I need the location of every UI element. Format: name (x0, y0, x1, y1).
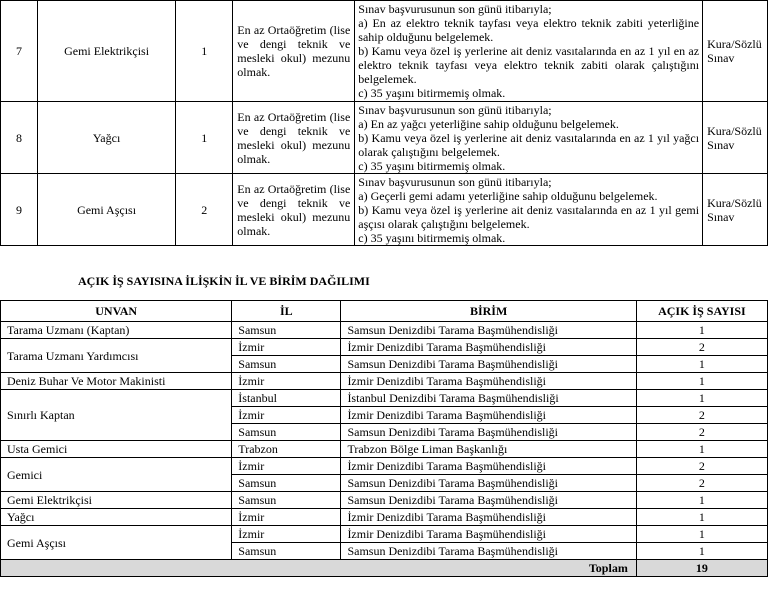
special-conditions (355, 174, 703, 246)
dist-birim: Samsun Denizdibi Tarama Başmühendisliği (341, 492, 636, 509)
distribution-body (1, 322, 768, 560)
dist-acik-is-sayisi: 1 (636, 441, 767, 458)
distribution-row (1, 339, 768, 356)
dist-il: Samsun (232, 322, 341, 339)
position-number: 7 (1, 1, 38, 102)
distribution-row (1, 441, 768, 458)
condition-line: c) 35 yaşını bitirmemiş olmak. (358, 86, 506, 100)
dist-unvan: Gemici (1, 458, 232, 492)
dist-birim: Samsun Denizdibi Tarama Başmühendisliği (341, 543, 636, 560)
condition-line: a) En az yağcı yeterliğine sahip olduğunu belgelemek. (358, 116, 619, 131)
position-count: 1 (176, 102, 233, 174)
dist-il: İzmir (232, 458, 341, 475)
dist-il: Samsun (232, 475, 341, 492)
dist-unvan: Tarama Uzmanı Yardımcısı (1, 339, 232, 373)
header-unvan: UNVAN (1, 301, 232, 322)
requirements-body (1, 1, 768, 246)
dist-unvan: Yağcı (1, 509, 232, 526)
position-number: 8 (1, 102, 38, 174)
condition-line: a) Geçerli gemi adamı yeterliğine sahip olduğunu belgelemek. (358, 188, 658, 203)
distribution-row (1, 492, 768, 509)
distribution-row (1, 509, 768, 526)
dist-acik-is-sayisi: 2 (636, 475, 767, 492)
distribution-row (1, 373, 768, 390)
condition-line: Sınav başvurusunun son günü itibarıyla; (358, 2, 552, 16)
dist-birim: İzmir Denizdibi Tarama Başmühendisliği (341, 339, 636, 356)
requirement-row (1, 1, 768, 102)
exam-type: Kura/Sözlü Sınav (703, 174, 768, 246)
section-title: AÇIK İŞ SAYISINA İLİŞKİN İL VE BİRİM DAĞILIMI (78, 274, 370, 288)
exam-type: Kura/Sözlü Sınav (703, 102, 768, 174)
total-row (1, 560, 768, 577)
dist-unvan: Tarama Uzmanı (Kaptan) (1, 322, 232, 339)
dist-il: Samsun (232, 356, 341, 373)
dist-acik-is-sayisi: 1 (636, 373, 767, 390)
dist-il: Samsun (232, 492, 341, 509)
dist-unvan: Sınırlı Kaptan (1, 390, 232, 441)
position-count: 1 (176, 1, 233, 102)
dist-birim: İzmir Denizdibi Tarama Başmühendisliği (341, 373, 636, 390)
special-conditions (355, 1, 703, 102)
dist-birim: Samsun Denizdibi Tarama Başmühendisliği (341, 356, 636, 373)
dist-acik-is-sayisi: 1 (636, 356, 767, 373)
header-il: İL (232, 301, 341, 322)
condition-line: b) Kamu veya özel iş yerlerine ait deniz vasıtalarında en az 1 yıl gemi aşçısı olarak çalıştığını belgelemek. (358, 202, 700, 231)
dist-birim: Trabzon Bölge Liman Başkanlığı (341, 441, 636, 458)
dist-acik-is-sayisi: 2 (636, 458, 767, 475)
dist-acik-is-sayisi: 2 (636, 424, 767, 441)
education-requirement: En az Ortaöğretim (lise ve dengi teknik ve mesleki okul) mezunu olmak. (233, 174, 355, 246)
header-birim: BİRİM (341, 301, 636, 322)
dist-acik-is-sayisi: 2 (636, 407, 767, 424)
condition-line: Sınav başvurusunun son günü itibarıyla; (358, 174, 552, 189)
position-title: Gemi Elektrikçisi (37, 1, 175, 102)
condition-line: Sınav başvurusunun son günü itibarıyla; (358, 102, 552, 117)
total-value: 19 (636, 560, 767, 577)
position-number: 9 (1, 174, 38, 246)
distribution-row (1, 390, 768, 407)
distribution-header-row (1, 301, 768, 322)
dist-il: İstanbul (232, 390, 341, 407)
dist-il: İzmir (232, 526, 341, 543)
dist-birim: İzmir Denizdibi Tarama Başmühendisliği (341, 526, 636, 543)
position-count: 2 (176, 174, 233, 246)
dist-il: İzmir (232, 509, 341, 526)
condition-line: c) 35 yaşını bitirmemiş olmak. (358, 230, 506, 245)
requirement-row (1, 102, 768, 174)
dist-unvan: Usta Gemici (1, 441, 232, 458)
dist-il: Samsun (232, 543, 341, 560)
position-title: Yağcı (37, 102, 175, 174)
condition-line: a) En az elektro teknik tayfası veya elektro teknik zabiti yeterliğine sahip olduğunu belgelemek. (358, 16, 700, 44)
dist-birim: İzmir Denizdibi Tarama Başmühendisliği (341, 458, 636, 475)
dist-il: Trabzon (232, 441, 341, 458)
dist-acik-is-sayisi: 1 (636, 509, 767, 526)
distribution-row (1, 322, 768, 339)
condition-line: c) 35 yaşını bitirmemiş olmak. (358, 158, 506, 173)
condition-line: b) Kamu veya özel iş yerlerine ait deniz vasıtalarında en az 1 yıl en az elektro teknik tayfası veya elektro teknik zabiti olarak çalıştığını belgelemek. (358, 44, 700, 86)
dist-acik-is-sayisi: 1 (636, 543, 767, 560)
total-label: Toplam (1, 560, 637, 577)
dist-birim: İzmir Denizdibi Tarama Başmühendisliği (341, 407, 636, 424)
dist-birim: Samsun Denizdibi Tarama Başmühendisliği (341, 424, 636, 441)
dist-il: Samsun (232, 424, 341, 441)
dist-il: İzmir (232, 373, 341, 390)
position-requirements-table (0, 0, 768, 246)
special-conditions (355, 102, 703, 174)
dist-unvan: Gemi Aşçısı (1, 526, 232, 560)
dist-acik-is-sayisi: 1 (636, 492, 767, 509)
dist-birim: Samsun Denizdibi Tarama Başmühendisliği (341, 475, 636, 492)
dist-acik-is-sayisi: 1 (636, 526, 767, 543)
dist-birim: İstanbul Denizdibi Tarama Başmühendisliği (341, 390, 636, 407)
dist-unvan: Gemi Elektrikçisi (1, 492, 232, 509)
dist-unvan: Deniz Buhar Ve Motor Makinisti (1, 373, 232, 390)
education-requirement: En az Ortaöğretim (lise ve dengi teknik ve mesleki okul) mezunu olmak. (233, 1, 355, 102)
condition-line: b) Kamu veya özel iş yerlerine ait deniz vasıtalarında en az 1 yıl yağcı olarak çalıştığını belgelemek. (358, 130, 700, 159)
position-title: Gemi Aşçısı (37, 174, 175, 246)
education-requirement: En az Ortaöğretim (lise ve dengi teknik ve mesleki okul) mezunu olmak. (233, 102, 355, 174)
dist-il: İzmir (232, 407, 341, 424)
exam-type: Kura/Sözlü Sınav (703, 1, 768, 102)
distribution-table (0, 300, 768, 577)
dist-acik-is-sayisi: 1 (636, 322, 767, 339)
dist-acik-is-sayisi: 1 (636, 390, 767, 407)
dist-acik-is-sayisi: 2 (636, 339, 767, 356)
requirement-row (1, 174, 768, 246)
distribution-row (1, 458, 768, 475)
distribution-row (1, 526, 768, 543)
dist-birim: İzmir Denizdibi Tarama Başmühendisliği (341, 509, 636, 526)
dist-il: İzmir (232, 339, 341, 356)
header-acik-is-sayisi: AÇIK İŞ SAYISI (636, 301, 767, 322)
dist-birim: Samsun Denizdibi Tarama Başmühendisliği (341, 322, 636, 339)
